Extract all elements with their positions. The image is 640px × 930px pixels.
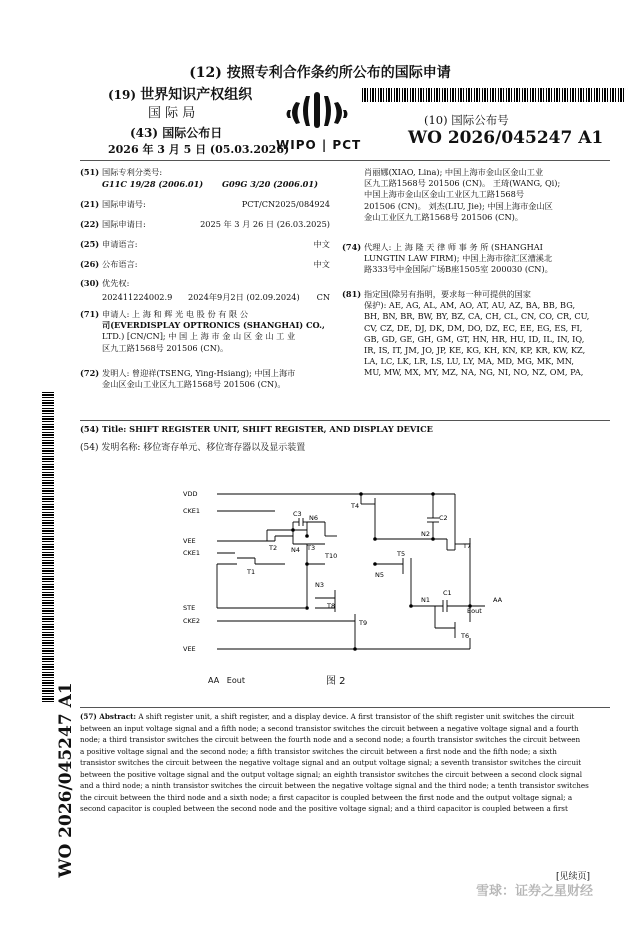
abstract-line: and a third node; a ninth transistor switches the circuit between the negative voltage signal and the third node; a tenth transistor switches [80, 781, 589, 790]
field-26-value: 中文 [313, 259, 330, 269]
field-74-line: 代理人: 上 海 隆 天 律 师 事 务 所 (SHANGHAI [364, 242, 543, 252]
label-n5: N5 [375, 571, 384, 579]
label-eout: Eout [467, 607, 482, 615]
inventors-line: 区九工路1568号 201506 (CN)。 王琦(WANG, Qi); [364, 178, 561, 189]
pubdate-value: 2026 年 3 月 5 日 (05.03.2026) [108, 143, 290, 156]
field-81-line: BH, BN, BR, BW, BY, BZ, CA, CH, CL, CN, CO, CR, CU, [364, 311, 590, 322]
label-cke1-bottom: CKE1 [183, 549, 201, 557]
field-74-line: LUNGTIN LAW FIRM); 中国上海市徐汇区漕溪北 [364, 253, 553, 264]
label-vdd: VDD [183, 490, 198, 498]
inventors-continued [364, 167, 604, 223]
inventors-line: 201506 (CN)。 刘杰(LIU, Jie); 中国上海市金山区 [364, 200, 553, 211]
field-81-line: 保护): AE, AG, AL, AM, AO, AT, AU, AZ, BA, BB, BG, [364, 300, 576, 311]
abstract-line: a positive voltage signal and the second node; a fifth transistor switches the circuit between a first node and the fifth node; a sixth [80, 746, 557, 756]
field-71-line: 区九工路1568号 201506 (CN)。 [102, 342, 229, 353]
field-74-line: 路333号中金国际广场B座1505室 200030 (CN)。 [364, 264, 553, 275]
label-t6: T6 [461, 632, 470, 640]
label-c1: C1 [443, 589, 452, 597]
field-21-num: (21) [80, 199, 100, 209]
inventors-line: 金山工业区九工路1568号 201506 (CN)。 [364, 211, 523, 222]
pubnum-label: (10) 国际公布号 [424, 113, 509, 127]
org-num: (19) [108, 88, 137, 102]
title-cn: (54) 发明名称: 移位寄存单元、移位寄存器以及显示装置 [80, 443, 306, 453]
label-cke1-top: CKE1 [183, 507, 201, 515]
field-81-line: MU, MW, MX, MY, MZ, NA, NG, NI, NO, NZ, OM, PA, [364, 367, 584, 378]
watermark: 雪球：证券之星财经 [476, 884, 594, 899]
label-vee-bottom: VEE [183, 645, 196, 653]
field-30-date: 2024年9月2日 (02.09.2024) [188, 292, 300, 302]
barcode [362, 88, 624, 102]
label-c2: C2 [439, 514, 448, 522]
field-26-label: 公布语言: [102, 259, 138, 269]
abstract-line: node; a third transistor switches the circuit between the fourth node and a second node; a fourth transistor switches the circuit between [80, 735, 581, 744]
label-c3: C3 [293, 510, 302, 518]
field-51-label: 国际专利分类号: [102, 167, 163, 177]
org-sub: 国 际 局 [148, 106, 196, 121]
abstract-line: between the positive voltage signal and the output voltage signal; an eighth transistor switches the circuit between a second clock signal [80, 769, 583, 779]
wipo-globe-icon [270, 88, 366, 136]
label-vee-top: VEE [183, 537, 196, 545]
field-81-line: 指定国(除另有指明，要求每一种可提供的国家 [364, 289, 531, 299]
inventors-line: 中国上海市金山区金山工业区九工路1568号 [364, 189, 525, 200]
label-cke2: CKE2 [183, 617, 201, 625]
field-21-label: 国际申请号: [102, 199, 146, 209]
field-30-label: 优先权: [102, 278, 130, 288]
field-51-num: (51) [80, 167, 100, 177]
label-t4: T4 [351, 502, 360, 510]
org-name: 世界知识产权组织 [140, 87, 253, 103]
field-71-line: 司(EVERDISPLAY OPTRONICS (SHANGHAI) CO., [102, 320, 325, 331]
field-22-num: (22) [80, 219, 100, 229]
field-81-line: GB, GD, GE, GH, GM, GT, HN, HR, HU, ID, IL, IN, IQ, [364, 333, 585, 344]
abstract-line: second capacitor is coupled between the second node and the positive voltage signal; and a third capacitor is coupled between a first [80, 804, 568, 813]
field-71-num: (71) [80, 309, 100, 319]
title-rule [80, 420, 610, 421]
side-publication-number: WO 2026/045247 A1 [56, 682, 76, 878]
field-22-label: 国际申请日: [102, 219, 146, 229]
abstract-label: (57) Abstract: [80, 712, 137, 721]
abstract-line: between an input voltage signal and a fifth node; a second transistor switches the circuit between a negative voltage signal and a fourth [80, 723, 579, 733]
field-51 [80, 167, 340, 191]
label-t8: T8 [327, 602, 336, 610]
field-21-value: PCT/CN2025/084924 [241, 199, 330, 209]
field-30-country: CN [316, 292, 330, 302]
pubdate-label: (43) 国际公布日 [130, 126, 223, 140]
abstract [80, 711, 600, 815]
pubnum-value: WO 2026/045247 A1 [408, 128, 604, 148]
field-26-num: (26) [80, 259, 100, 269]
title-en: (54) Title: SHIFT REGISTER UNIT, SHIFT REGISTER, AND DISPLAY DEVICE [80, 424, 433, 434]
field-81-line: IR, IS, IT, JM, JO, JP, KE, KG, KH, KN, KP, KR, KW, KZ, [364, 345, 586, 356]
field-51-class-2: G09G 3/20 (2006.01) [222, 179, 318, 189]
field-81-line: LA, LC, LK, LR, LS, LU, LY, MA, MD, MG, MK, MN, [364, 356, 575, 367]
field-51-class-1: G11C 19/28 (2006.01) [102, 179, 204, 189]
field-81-num: (81) [342, 289, 362, 299]
label-t3: T3 [307, 544, 316, 552]
abstract-rule [80, 707, 610, 708]
field-30-app-number: 202411224002.9 [102, 292, 173, 302]
label-n2: N2 [421, 530, 430, 538]
label-t1: T1 [247, 568, 256, 576]
side-barcode [42, 392, 54, 704]
label-n4: N4 [291, 546, 300, 554]
label-ste: STE [183, 604, 196, 612]
abstract-line: the circuit between the third node and a sixth node; a first capacitor is coupled between the first node and the output voltage signal; a [80, 792, 573, 802]
field-25-num: (25) [80, 239, 100, 249]
field-72-line: 金山区金山工业区九工路1568号 201506 (CN)。 [102, 379, 286, 390]
field-71-line: 申请人: 上 海 和 辉 光 电 股 份 有 限 公 [102, 309, 249, 319]
field-72-line: 发明人: 曾迎祥(TSENG, Ying-Hsiang); 中国上海市 [102, 368, 296, 378]
abstract-line: (57) Abstract: A shift register unit, a shift register, and a display device. A first transistor of the shift register unit switches the circuit [80, 712, 575, 721]
wipo-logo [270, 88, 366, 154]
abstract-line: transistor switches the circuit between the negative voltage signal and an output voltage signal; a seventh transistor switches the circuit [80, 758, 582, 767]
label-n1: N1 [421, 596, 430, 604]
label-t2: T2 [269, 544, 278, 552]
header-rule [80, 160, 610, 161]
field-30-num: (30) [80, 278, 100, 288]
label-n6: N6 [309, 514, 318, 522]
field-30 [80, 278, 340, 302]
field-74-num: (74) [342, 242, 362, 252]
field-81-line: CV, CZ, DE, DJ, DK, DM, DO, DZ, EC, EE, EG, ES, FI, [364, 322, 583, 333]
label-aa: AA [493, 596, 503, 604]
inventors-line: 肖丽娜(XIAO, Lina); 中国上海市金山区金山工业 [364, 167, 544, 177]
wipo-logo-text: WIPO | PCT [276, 138, 362, 152]
label-n3: N3 [315, 581, 324, 589]
field-25-label: 申请语言: [102, 239, 138, 249]
label-t7: T7 [463, 542, 472, 550]
figure-legend: AA Eout [208, 676, 245, 685]
continued-note: [见续页] [556, 872, 591, 882]
field-25-value: 中文 [313, 239, 330, 249]
label-t9: T9 [359, 619, 368, 627]
field-72-num: (72) [80, 368, 100, 378]
label-t10: T10 [325, 552, 338, 560]
document-type-heading: (12) 按照专利合作条约所公布的国际申请 [189, 65, 451, 81]
label-t5: T5 [397, 550, 406, 558]
field-22-value: 2025 年 3 月 26 日 (26.03.2025) [200, 219, 330, 229]
circuit-figure [175, 478, 515, 688]
field-71-line: LTD.) [CN/CN]; 中 国 上 海 市 金 山 区 金 山 工 业 [102, 331, 296, 342]
org-line [108, 84, 252, 104]
figure-caption: 图 2 [326, 676, 346, 687]
